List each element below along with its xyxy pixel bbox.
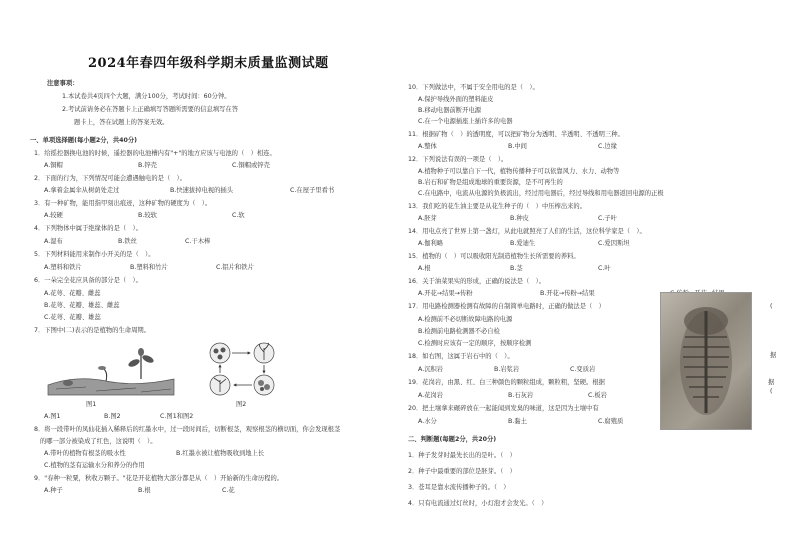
figure-2-label: 图2 <box>236 401 247 408</box>
option: A.植物种子可以靠自下一代，植物传播种子可以依靠风力、水力、动物等 <box>418 168 620 175</box>
option: A.湿布 <box>44 238 63 245</box>
option: A.检测前不必切断故障电路的电源 <box>418 316 513 323</box>
option: A.整体 <box>418 143 437 150</box>
option: A.根 <box>418 265 431 272</box>
option: C.干木棒 <box>185 238 211 245</box>
question-stem: 10．下列做法中，不属于安全用电的是（ ）。 <box>408 84 539 91</box>
question-stem: 11．根据矿物（ ）的透明度，可以把矿物分为透明、半透明、不透明三种。 <box>408 131 624 138</box>
option: A.花萼、花瓣、雌蕊 <box>44 290 101 297</box>
option: B.快速拔掉电视的插头 <box>170 187 233 194</box>
section2-heading: 二、判断题(每题2分，共20分) <box>408 436 497 443</box>
option: B.检测前电路检测器不必自检 <box>418 328 500 335</box>
option: C.边缘 <box>598 143 617 150</box>
notice-item: 2.考试前请务必在答题卡上正确填写答题所需要的信息填写在答 <box>62 106 239 113</box>
option: C.花 <box>222 487 235 494</box>
section1-heading: 一、单项选择题(每小题2分，共40分) <box>30 137 138 144</box>
option: B.岩石和矿物是组成地球的重要资源，是不可再生的 <box>418 179 563 186</box>
option: C.铜帽或锌壳 <box>232 162 270 169</box>
option: A.保护导线外面的塑料能皮 <box>418 96 494 103</box>
option: A.开花→结果→传粉 <box>418 290 473 297</box>
question-stem: 20．把土壤拿来碾碎放在一起能闻到发臭的味道，这是因为土壤中有 <box>408 405 599 412</box>
question-stem: 16．关于油菜果实的形成，正确的说法是（ ）。 <box>408 278 546 285</box>
margin-paren: ( <box>770 303 773 310</box>
option: B.茎 <box>510 265 523 272</box>
question-stem: 17．用电路检测器检测有故障的自制简单电路时，正确的做法是（ ） <box>408 303 605 310</box>
option: C.腐殖质 <box>598 418 624 425</box>
option: C.变质岩 <box>570 366 596 373</box>
judgement-item: 2．种子中最重要的部位是胚芽。（ ） <box>408 468 516 475</box>
page-title: 2024年春四年级科学期末质量监测试题 <box>88 56 329 71</box>
option: A.拿着金属伞从树荫处走过 <box>44 187 120 194</box>
trilobite-fossil-image <box>660 292 752 430</box>
option: C.在一个电源插座上插许多的电器 <box>418 118 513 125</box>
option: C.叶 <box>598 265 611 272</box>
notice-item: 题卡上，答在试题上的答案无效。 <box>74 119 169 126</box>
option: C.子叶 <box>598 215 617 222</box>
option: B.开花→传粉→结果 <box>540 290 595 297</box>
option: A.图1 <box>44 413 61 420</box>
question-stem: 19．花岗岩，由黑、红、白三种颜色的颗粒组成，颗粒粗，坚硬。根据 <box>408 379 605 386</box>
option: B.岩浆岩 <box>494 366 520 373</box>
option: B.石灰岩 <box>508 392 534 399</box>
option: C.爱因斯坦 <box>598 240 630 247</box>
option: A.胚芽 <box>418 215 437 222</box>
question-stem: 2．下面的行为，下列情况可能会遭遇触电的是（ ）。 <box>34 175 186 182</box>
figure-2-life-cycle <box>196 338 286 400</box>
question-stem: 9．"春种一粒粟，秋收万颗子。"花是开花植物大部分都是从（ ）开始新的生命历程的。 <box>34 475 284 482</box>
option: A.带叶的植物有根茎的吸水性 <box>44 450 126 457</box>
question-stem: 15．植物的（ ）可以吸收阳光制造植物生长所需要的养料。 <box>408 253 580 260</box>
option: B.爱迪生 <box>510 240 536 247</box>
question-stem: 7．下图中(二)表示的是植物的生命周期。 <box>34 327 150 334</box>
judgement-item: 3．苍耳是靠水流传播种子的。（ ） <box>408 484 510 491</box>
judgement-item: 4．只有电流通过灯丝时，小灯泡才会发光。（ ） <box>408 500 548 507</box>
option: A.铜帽 <box>44 162 63 169</box>
question-stem: 3．有一种矿物，能用指甲刻出痕迹，这种矿物的硬度为（ ）。 <box>34 200 212 207</box>
option: B.移动电器前断开电源 <box>418 107 481 114</box>
option: B.中间 <box>508 143 527 150</box>
notice-item: 1.本试卷共4页四个大题，满分100分，考试时间：60分钟。 <box>62 93 231 100</box>
option: C.铝片和铁片 <box>216 264 254 271</box>
question-stem: 13．我们吃的花生油主要是从花生种子的（ ）中压榨出来的。 <box>408 203 587 210</box>
option: B.锌壳 <box>138 162 157 169</box>
figure-1-label: 图1 <box>86 401 97 408</box>
option: B.花萼、花瓣、雄蕊、雌蕊 <box>44 302 120 309</box>
option: C.花萼、花瓣、雄蕊 <box>44 314 101 321</box>
figure-1-plant-growth <box>46 345 176 399</box>
margin-paren: ( <box>770 388 773 395</box>
option: C.在电路中，电流从电源的负极流出，经过用电器后，经过导线和用电器返回电源的正极 <box>418 190 664 197</box>
option: B.较软 <box>138 212 157 219</box>
option: B.黏土 <box>508 418 527 425</box>
question-stem: 4．下列物体中属于绝缘体的是（ ）。 <box>34 225 142 232</box>
question-stem: 1．给摇控器换电池的时候，遥控器的电池槽内有"+"的地方应该与电池的（ ）相连。 <box>34 150 276 157</box>
question-stem: 18．如右图，这属于岩石中的（ ）。 <box>408 353 514 360</box>
notice-heading: 注意事项： <box>47 80 79 87</box>
option: A.塑料和铁片 <box>44 264 82 271</box>
option: C.图1和图2 <box>160 413 194 420</box>
option: C.检测时应该有一定的顺序，按顺序检测 <box>418 340 532 347</box>
option: B.红墨水被让植物吸收到地上长 <box>176 450 265 457</box>
question-stem: 12．下列说法有误的一项是（ ）。 <box>408 156 508 163</box>
option: C.在屋子里看书 <box>290 187 335 194</box>
option: B.铁丝 <box>118 238 137 245</box>
option: C.软 <box>232 212 245 219</box>
margin-mark: 据 <box>770 352 777 359</box>
question-stem: 5．下列材料能用来制作小开关的是（ ）。 <box>34 251 155 258</box>
option: B.根 <box>138 487 151 494</box>
option: A.伽利略 <box>418 240 444 247</box>
option: B.图2 <box>104 413 121 420</box>
option: A.沉积岩 <box>418 366 444 373</box>
option: C.植物的茎有运输水分和养分的作用 <box>44 462 145 469</box>
question-stem-cont: 的哪一部分被染成了红色，这说明（ ）。 <box>40 438 157 445</box>
option: A.种子 <box>44 487 63 494</box>
option: A.较硬 <box>44 212 63 219</box>
question-stem: 14．用电点亮了世界上第一盏灯，从此电就照亮了人们的生活，这位科学家是（ ）。 <box>408 228 646 235</box>
option: A.水分 <box>418 418 437 425</box>
question-stem-tail: 据 <box>768 379 775 386</box>
judgement-item: 1．种子发芽时最先长出的是叶。（ ） <box>408 452 516 459</box>
question-stem: 8．将一段带叶的凤仙花插入稀释后的红墨水中，过一段时间后，切断根茎，观察根茎的横切面，你会发现根茎 <box>34 426 341 433</box>
option: A.花岗岩 <box>418 392 444 399</box>
option: B.种皮 <box>510 215 529 222</box>
option: C.板岩 <box>588 392 607 399</box>
question-stem: 6．一朵完全花应具备的部分是（ ）。 <box>34 277 142 284</box>
option: B.塑料和竹片 <box>130 264 168 271</box>
